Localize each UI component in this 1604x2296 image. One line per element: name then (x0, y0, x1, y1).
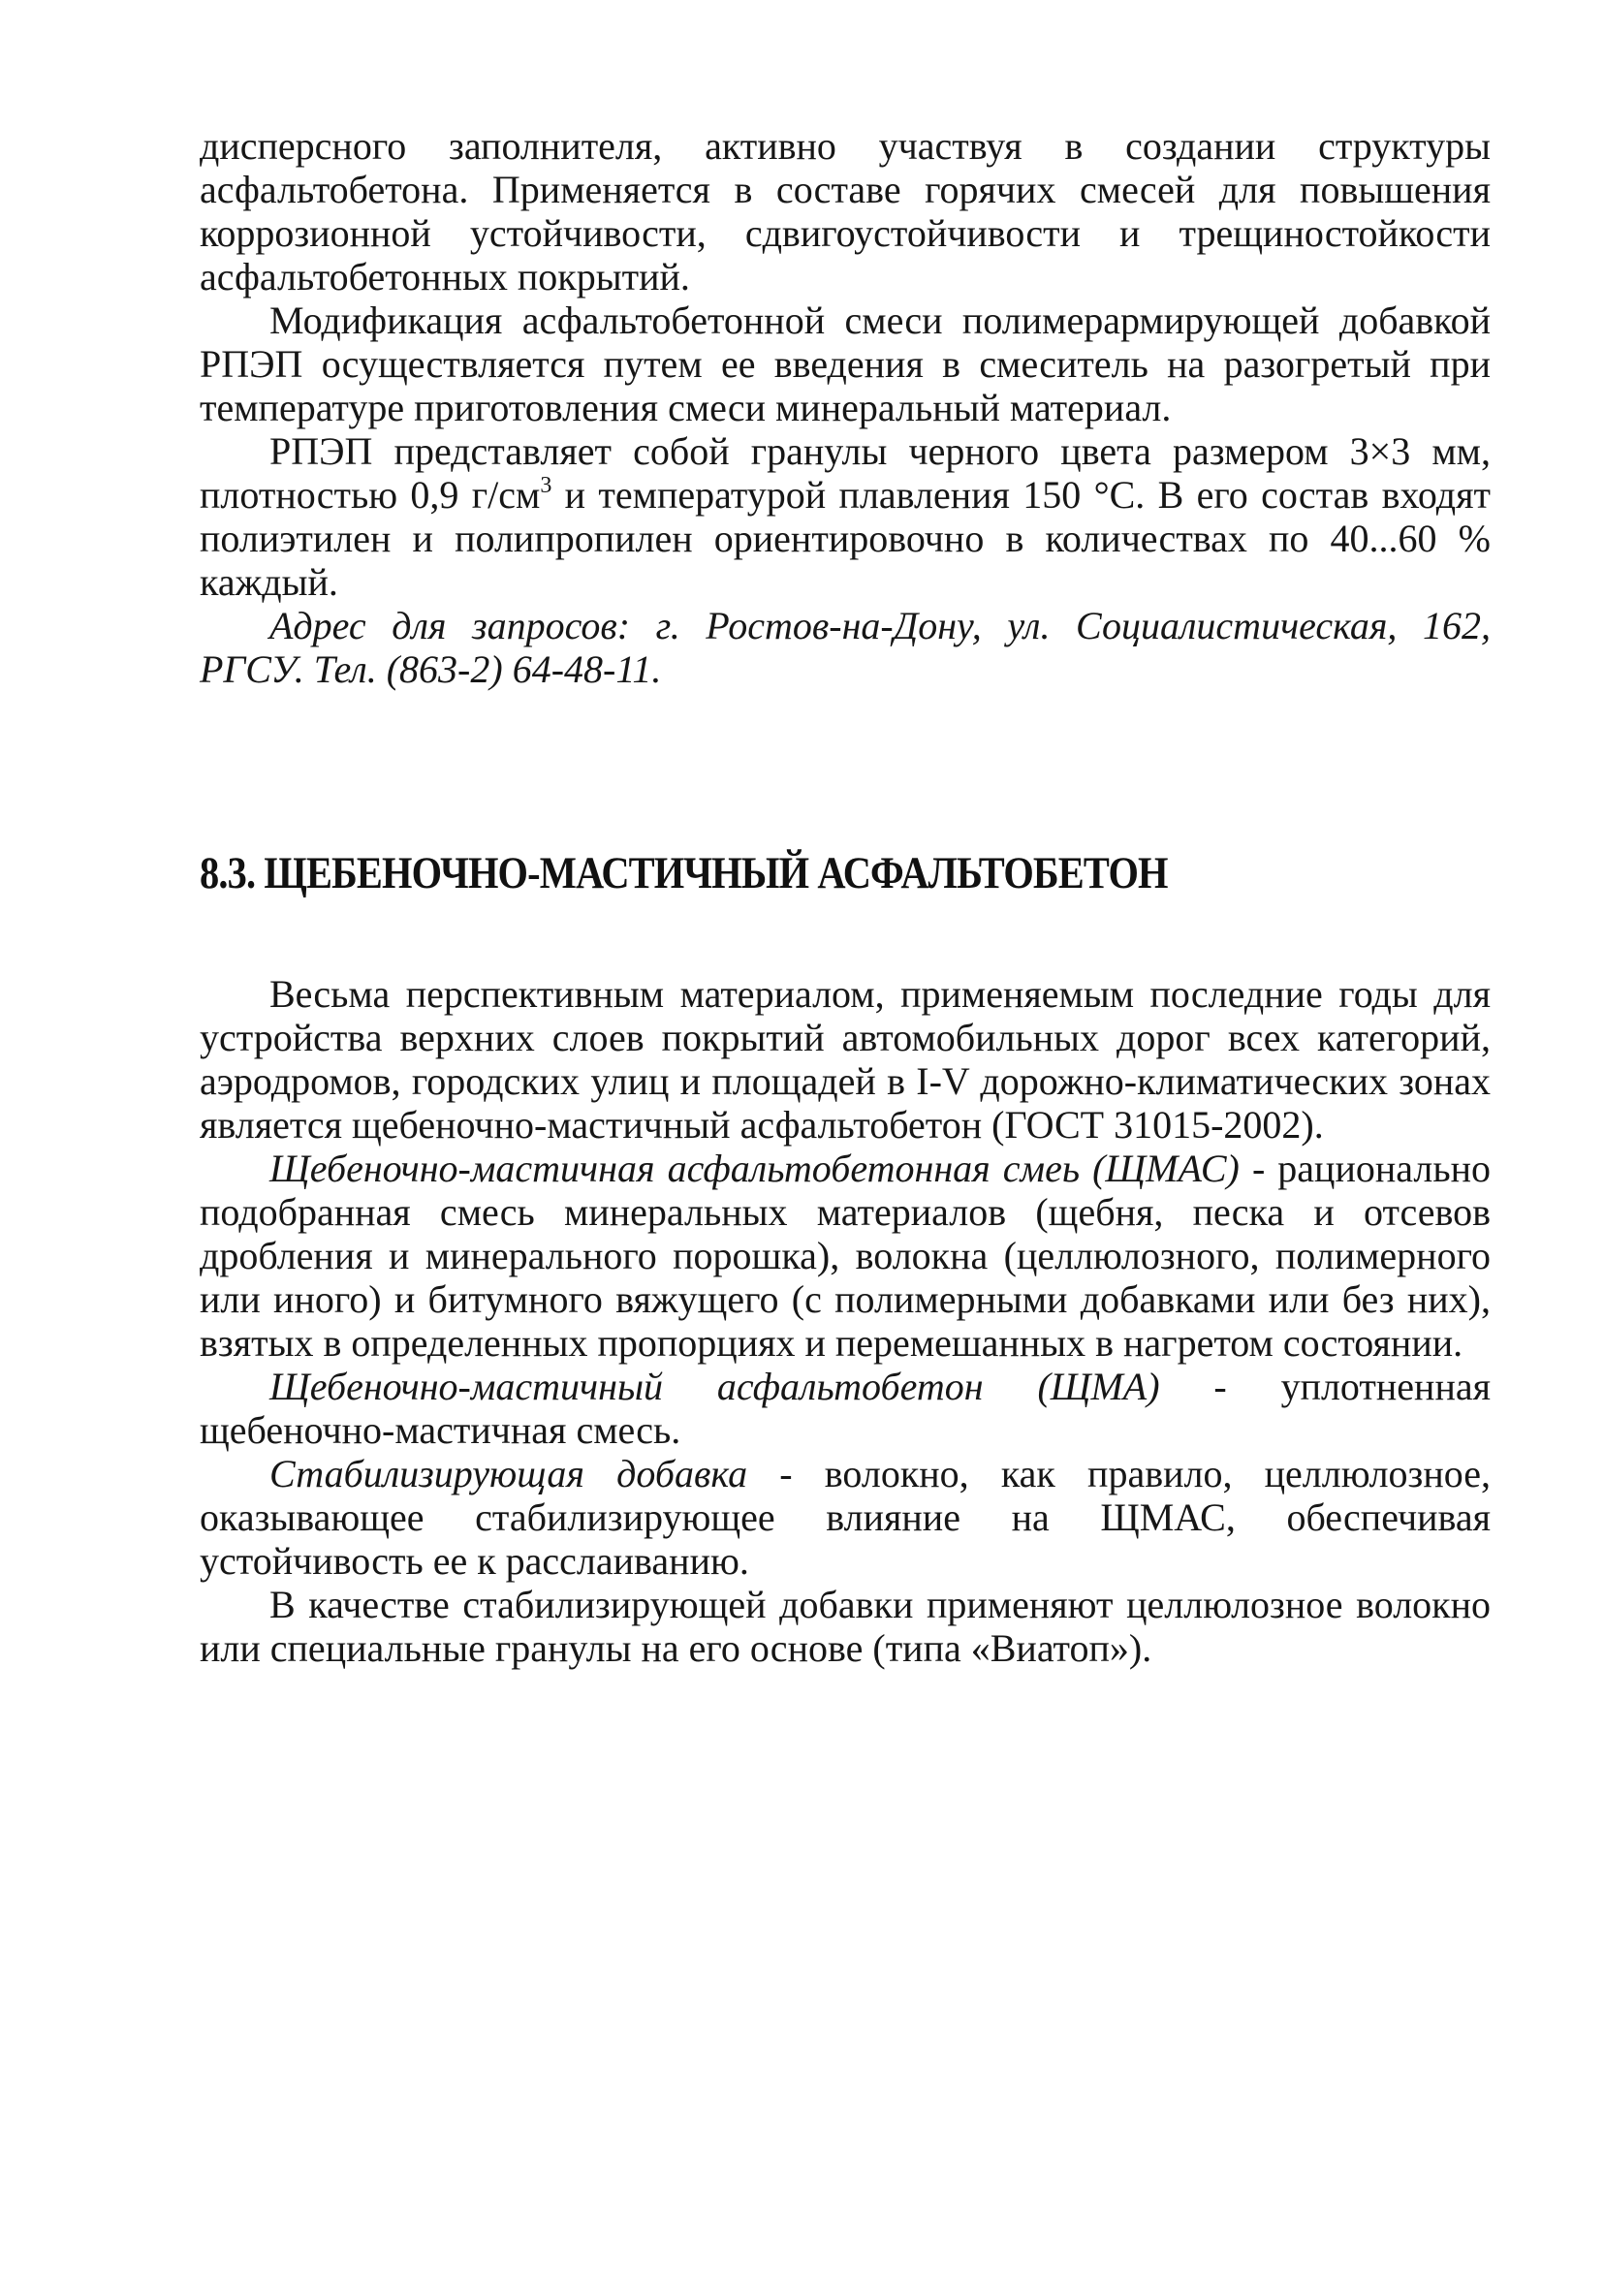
paragraph-viatop: В качестве стабилизирующей добавки применяют целлюлозное волокно или специальные гранулы на его основе (типа «Виатоп»). (200, 1583, 1491, 1670)
term-shma: Щебеночно-мастичный асфальтобетон (ЩМА) (269, 1365, 1160, 1408)
document-page (200, 124, 1492, 1670)
rpep-text-start: РПЭП представляет собой гранулы черного цвета размером 3×3 мм, плотностью 0,9 г/см (200, 429, 1491, 517)
definition-stabilizer-text: - волокно, как правило, целлюлозное, оказывающее стабилизирующее влияние на ЩМАС, обеспечивая устойчивость ее к расслаиванию. (200, 1452, 1492, 1583)
section-heading: 8.3. ЩЕБЕНОЧНО-МАСТИЧНЫЙ АСФАЛЬТОБЕТОН (200, 848, 1168, 898)
definition-shma (200, 1365, 1491, 1452)
paragraph-rpep-properties (200, 429, 1491, 604)
definition-stabilizer (200, 1452, 1491, 1583)
definition-shmas (200, 1147, 1491, 1365)
superscript-cubic: 3 (540, 473, 552, 498)
term-shmas: Щебеночно-мастичная асфальтобетонная смеь (ЩМАС) (269, 1147, 1240, 1190)
definition-shma-text: - уплотненная щебеночно-мастичная смесь. (200, 1365, 1492, 1452)
definition-shmas-text: - рационально подобранная смесь минеральных материалов (щебня, песка и отсевов дробления и минерального порошка), волокна (целлюлозного, полимерного или иного) и битумного вяжущего (с полимерными добавками или без них), взятых в определенных пропорциях и перемешанных в нагретом состоянии. (200, 1147, 1491, 1365)
paragraph-continuation: дисперсного заполнителя, активно участвуя в создании структуры асфальтобетона. Применяется в составе горячих смесей для повышения коррозионной устойчивости, сдвигоустойчивости и трещиностойкости асфальтобетонных покрытий. (200, 124, 1491, 299)
paragraph-intro: Весьма перспективным материалом, применяемым последние годы для устройства верхних слоев покрытий автомобильных дорог всех категорий, аэродромов, городских улиц и площадей в I-V дорожно-климатических зонах является щебеночно-мастичный асфальтобетон (ГОСТ 31015-2002). (200, 972, 1491, 1147)
rpep-text-end: и температурой плавления 150 °С. В его состав входят полиэтилен и полипропилен ориентировочно в количествах по 40...60 % каждый. (200, 473, 1492, 604)
term-stabilizer: Стабилизирующая добавка (269, 1452, 748, 1495)
section-body (200, 972, 1491, 1670)
paragraph-modification: Модификация асфальтобетонной смеси полимерармирующей добавкой РПЭП осуществляется путем ее введения в смеситель на разогретый при температуре приготовления смеси минеральный материал. (200, 299, 1491, 429)
contact-address: Адрес для запросов: г. Ростов-на-Дону, ул. Социалистическая, 162, РГСУ. Тел. (863-2) 64-48-11. (200, 604, 1491, 691)
